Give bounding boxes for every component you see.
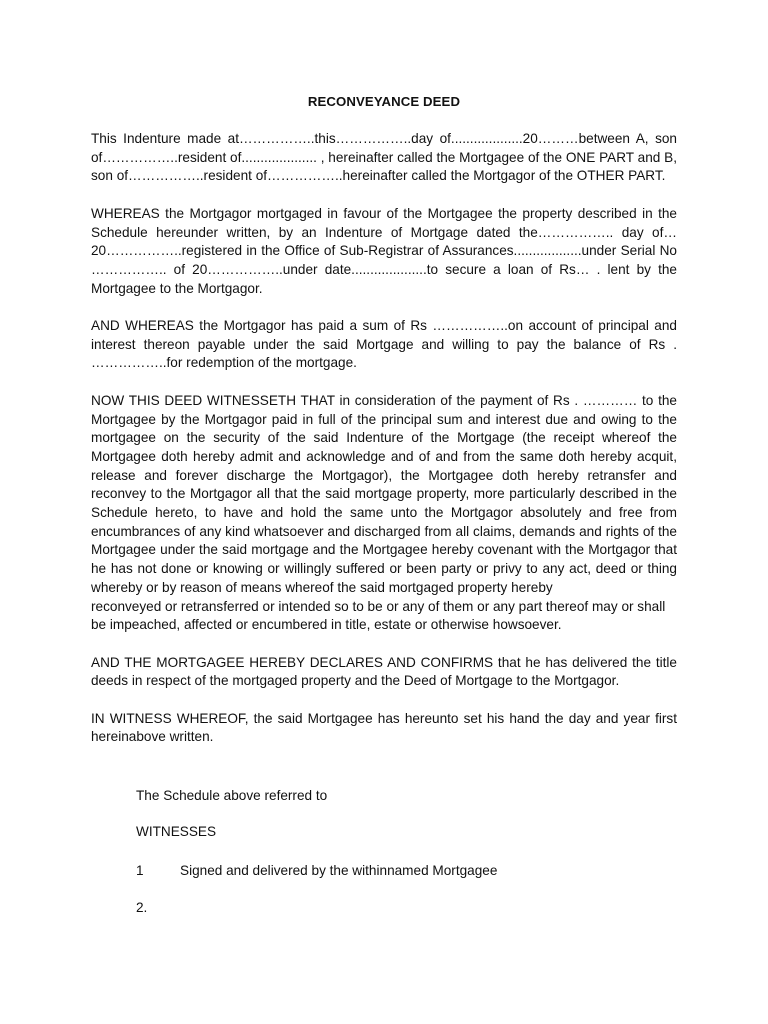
witness-2 bbox=[136, 899, 676, 918]
document-body bbox=[91, 130, 677, 766]
witness-1-number: 1 bbox=[136, 863, 144, 878]
paragraph-and-whereas: AND WHEREAS the Mortgagor has paid a sum of Rs ……………..on account of principal and interest thereon payable under the said Mortgage and willing to pay the balance of Rs . ……………..for redemption of the mortgage. bbox=[91, 318, 677, 371]
paragraph-indenture: This Indenture made at……………..this……………..day of...................20………between A, son of……………..resident of.................... , hereinafter called the Mortgagee of the ONE PART and B, son of……………..resident of……………..hereinafter called the Mortgagor of the OTHER PART. bbox=[91, 131, 677, 184]
schedule-label: The Schedule above referred to bbox=[136, 788, 328, 803]
paragraph-whereas: WHEREAS the Mortgagor mortgaged in favour of the Mortgagee the property described in the Schedule hereunder written, by an Indenture of Mortgage dated the…………….. day of… 20……………..registered in the Office of Sub-Registrar of Assurances..................under Serial No …………….. of 20……………..under date....................to secure a loan of Rs… . lent by the Mortgagee to the Mortgagor. bbox=[91, 205, 677, 296]
paragraph-witnesseth-continued: reconveyed or retransferred or intended so to be or any of them or any part thereof may or shall be impeached, affected or encumbered in title, estate or otherwise howsoever. bbox=[91, 598, 666, 633]
paragraph-witnesseth: NOW THIS DEED WITNESSETH THAT in consideration of the payment of Rs . ………… to the Mortgagee by the Mortgagor paid in full of the principal sum and interest due and owing to the mortgagee on the security of the said Indenture of the Mortgage (the receipt whereof the Mortgagee doth hereby admit and acknowledge and of and from the same doth hereby acquit, release and forever discharge the Mortgagor), the Mortgagee doth hereby retransfer and reconvey to the Mortgagor all that the said mortgage property, more particularly described in the Schedule hereto, to have and hold the same unto the Mortgagor absolutely and free from encumbrances of any kind whatsoever and discharged from all claims, demands and rights of the Mortgagee under the said mortgage and the Mortgagee hereby covenant with the Mortgagor that he has not done or knowing or willingly suffered or been party or privy to any act, deed or thing whereby or by reason of means whereof the said mortgaged property hereby bbox=[91, 392, 677, 595]
paragraph-in-witness: IN WITNESS WHEREOF, the said Mortgagee has hereunto set his hand the day and year first hereinabove written. bbox=[91, 710, 677, 745]
witness-1 bbox=[136, 862, 676, 881]
paragraph-declares: AND THE MORTGAGEE HEREBY DECLARES AND CONFIRMS that he has delivered the title deeds in respect of the mortgaged property and the Deed of Mortgage to the Mortgagor. bbox=[91, 654, 677, 689]
witness-2-number: 2. bbox=[136, 900, 148, 915]
witness-1-text: Signed and delivered by the withinnamed Mortgagee bbox=[180, 863, 498, 878]
witnesses-label: WITNESSES bbox=[136, 824, 217, 839]
document-title: RECONVEYANCE DEED bbox=[307, 94, 461, 109]
